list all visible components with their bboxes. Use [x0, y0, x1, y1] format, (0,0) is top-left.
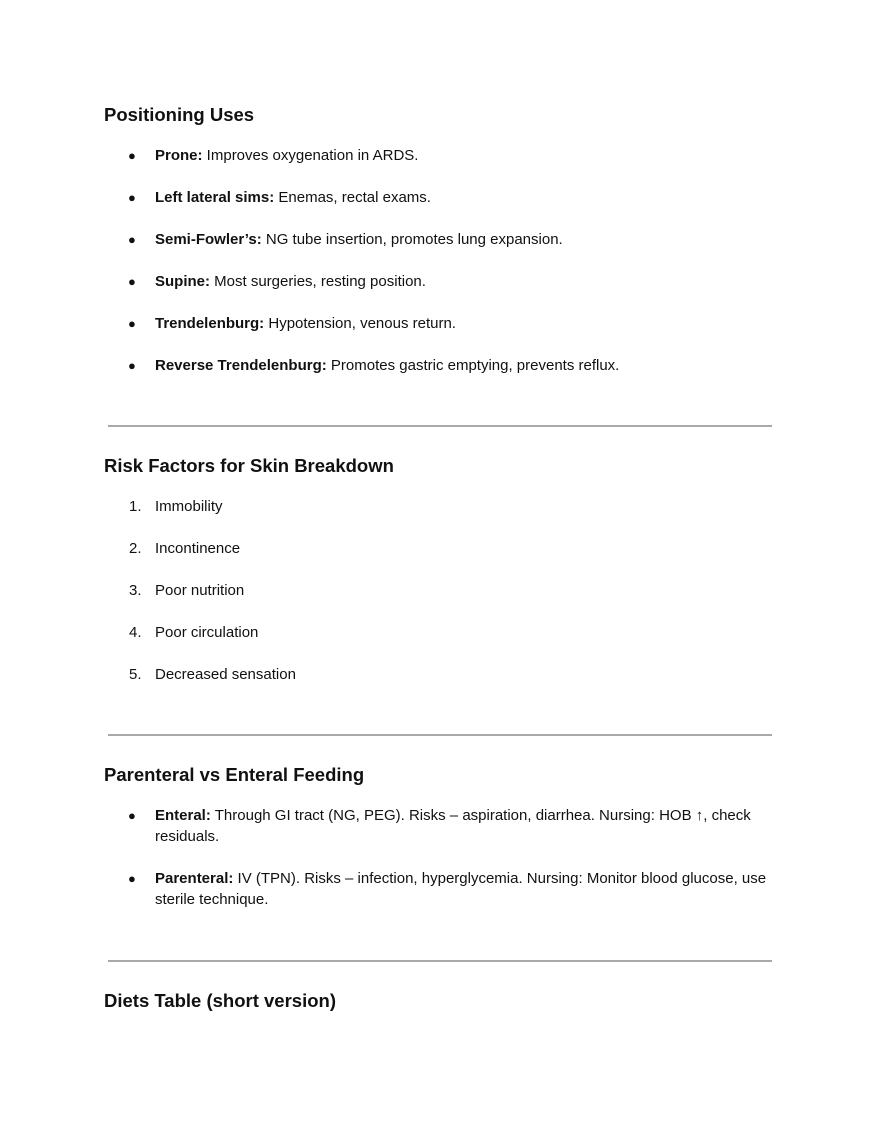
list-item [0, 664, 785, 685]
list-item-text: Poor circulation [155, 624, 259, 641]
list-item-term: Semi-Fowler’s: [155, 231, 262, 248]
list-item [0, 805, 775, 847]
positioning-list [0, 145, 880, 376]
list-item-text: Decreased sensation [155, 666, 296, 683]
bullet-dot-icon: ● [128, 871, 136, 886]
bullet-dot-icon: ● [128, 190, 136, 205]
list-item-desc: Through GI tract (NG, PEG). Risks – aspiration, diarrhea. Nursing: HOB ↑, check residuals. [155, 807, 751, 845]
risk-factors-list [0, 496, 880, 685]
list-item [0, 313, 785, 334]
bullet-dot-icon: ● [128, 358, 136, 373]
list-item [0, 145, 785, 166]
section-divider [108, 960, 772, 962]
bullet-dot-icon: ● [128, 148, 136, 163]
list-item-term: Left lateral sims: [155, 189, 275, 206]
list-number: 5. [129, 666, 142, 683]
list-item-text: Poor nutrition [155, 582, 245, 599]
bullet-dot-icon: ● [128, 274, 136, 289]
list-item [0, 271, 785, 292]
list-item-term: Enteral: [155, 807, 211, 824]
list-item [0, 355, 785, 376]
list-item [0, 187, 785, 208]
list-item-desc: NG tube insertion, promotes lung expansion. [261, 231, 563, 248]
list-item-desc: Hypotension, venous return. [264, 315, 456, 332]
bullet-dot-icon: ● [128, 316, 136, 331]
list-item-term: Trendelenburg: [155, 315, 265, 332]
bullet-dot-icon: ● [128, 232, 136, 247]
list-number: 2. [129, 540, 142, 557]
list-item-term: Parenteral: [155, 870, 234, 887]
list-number: 4. [129, 624, 142, 641]
bullet-dot-icon: ● [128, 808, 136, 823]
list-item-desc: Most surgeries, resting position. [210, 273, 426, 290]
list-item-term: Supine: [155, 273, 210, 290]
list-item-term: Prone: [155, 147, 203, 164]
list-item [0, 229, 785, 250]
section-heading-positioning: Positioning Uses [104, 104, 255, 125]
list-item-desc: IV (TPN). Risks – infection, hyperglycemia. Nursing: Monitor blood glucose, use sterile technique. [155, 870, 767, 908]
list-number: 1. [129, 498, 142, 515]
feeding-list [0, 805, 880, 910]
section-divider [108, 734, 772, 736]
list-item-desc: Improves oxygenation in ARDS. [202, 147, 419, 164]
list-item-term: Reverse Trendelenburg: [155, 357, 327, 374]
list-item [0, 622, 785, 643]
list-item [0, 496, 785, 517]
list-number: 3. [129, 582, 142, 599]
list-item-desc: Enemas, rectal exams. [274, 189, 431, 206]
list-item [0, 580, 785, 601]
list-item [0, 868, 775, 910]
list-item-text: Incontinence [155, 540, 241, 557]
section-heading-risk-factors: Risk Factors for Skin Breakdown [104, 455, 394, 476]
list-item-desc: Promotes gastric emptying, prevents reflux. [326, 357, 620, 374]
section-divider [108, 425, 772, 427]
list-item [0, 538, 785, 559]
section-heading-feeding: Parenteral vs Enteral Feeding [104, 764, 365, 785]
section-heading-diets: Diets Table (short version) [104, 990, 336, 1011]
list-item-text: Immobility [155, 498, 223, 515]
